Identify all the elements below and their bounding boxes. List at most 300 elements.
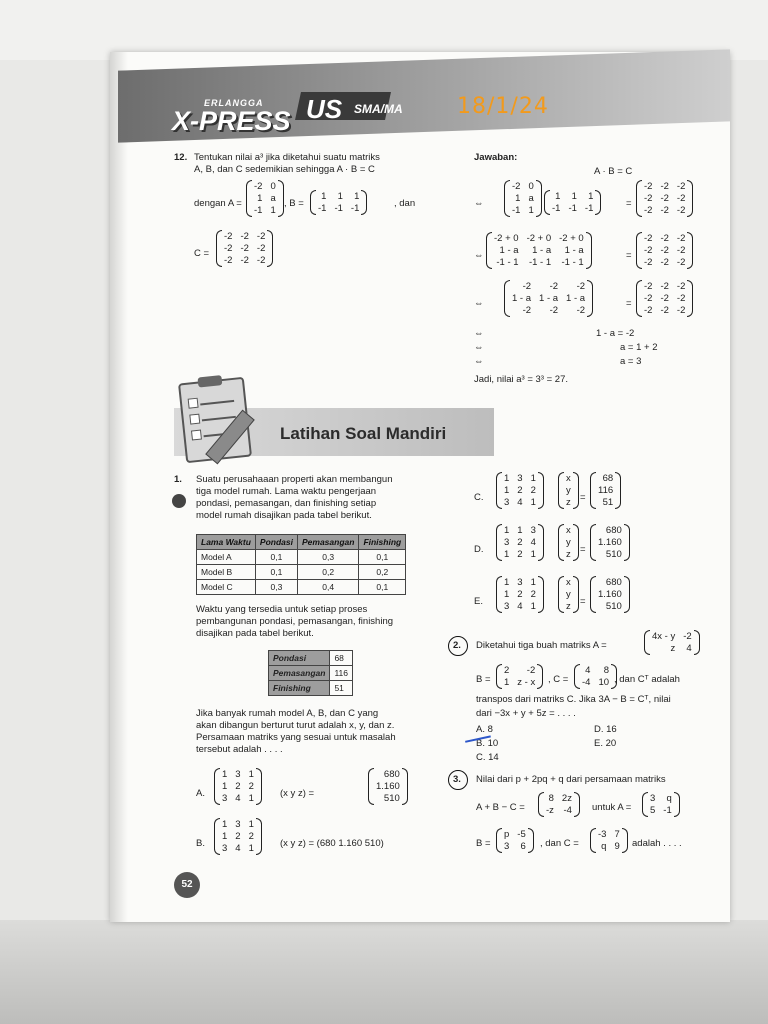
book-page xyxy=(110,52,730,922)
matrix-entry: q xyxy=(666,793,672,804)
matrix-entry: -1 xyxy=(512,205,521,216)
matrix-bracket xyxy=(624,576,630,613)
matrix-entry: y xyxy=(566,589,571,600)
matrix-entry: z xyxy=(670,643,676,654)
q2-number: 2. xyxy=(453,640,461,651)
table-cell: Model C xyxy=(197,580,256,595)
matrix-entry: 2 xyxy=(530,485,536,496)
matrix-entry: -2 xyxy=(660,233,669,244)
q2-option-d[interactable]: D. 16 xyxy=(594,724,617,735)
matrix-bracket xyxy=(622,828,628,853)
table-cell: 0,4 xyxy=(297,580,358,595)
q1-optD-rhs xyxy=(590,524,630,561)
matrix-entry: 1 xyxy=(248,819,254,830)
matrix-entry: 680 xyxy=(605,525,622,536)
matrix-bracket xyxy=(687,232,693,269)
solution-matrix-A xyxy=(504,180,542,217)
matrix-entry: 3 xyxy=(650,793,656,804)
matrix-entry: 2 xyxy=(248,781,254,792)
q1-optD-eq: = xyxy=(580,544,586,555)
q1-optE-eq: = xyxy=(580,596,586,607)
matrix-entry: 4x - y xyxy=(652,631,676,642)
matrix-entry: z - x xyxy=(517,677,536,688)
matrix-entry: -2 xyxy=(644,281,653,292)
handwritten-date: 18/1/24 xyxy=(457,94,549,119)
matrix-entry: 1 xyxy=(504,677,510,688)
matrix-entry: 4 xyxy=(235,793,241,804)
matrix-entry: 1 xyxy=(257,193,263,204)
matrix-entry: 1 xyxy=(337,191,343,202)
matrix-entry: 6 xyxy=(520,841,526,852)
q1-optA-row: (x y z) = xyxy=(280,788,315,799)
matrix-entry: -2 xyxy=(240,231,249,242)
matrix-entry: 10 xyxy=(598,677,610,688)
matrix-entry: 1 xyxy=(222,769,228,780)
q2-line3: transpos dari matriks C. Jika 3A − B = Cᵀ, nilai xyxy=(476,694,671,705)
matrix-entry: -2 xyxy=(676,257,686,268)
q1-line9: akan dibangun berturut turut adalah x, y, dan z. xyxy=(196,720,395,731)
q1-optB-row: (x y z) = (680 1.160 510) xyxy=(280,838,384,849)
matrix-bracket xyxy=(256,818,262,855)
matrix-entry: 3 xyxy=(517,577,523,588)
matrix-entry: 1.160 xyxy=(376,781,400,792)
matrix-bracket xyxy=(615,472,621,509)
matrix-entry: 3 xyxy=(504,601,510,612)
matrix-entry: 1 xyxy=(248,793,254,804)
table-cell: Pemasangan xyxy=(269,666,330,681)
matrix-entry: 1 xyxy=(528,205,534,216)
matrix-entry: 1 - a xyxy=(539,293,559,304)
solution-conclusion: Jadi, nilai a³ = 3³ = 27. xyxy=(474,374,568,385)
matrix-entry: -2 xyxy=(549,281,559,292)
matrix-bracket xyxy=(574,792,580,817)
matrix-bracket xyxy=(687,280,693,317)
matrix-entry: -2 xyxy=(224,231,233,242)
matrix-entry: -2 xyxy=(254,181,263,192)
matrix-entry: 0 xyxy=(528,181,534,192)
matrix-entry: -1 xyxy=(568,203,577,214)
q1-line11: tersebut adalah . . . . xyxy=(196,744,283,755)
matrix-entry: -1 - 1 xyxy=(528,257,552,268)
matrix-entry: p xyxy=(504,829,510,840)
matrix-entry: -2 xyxy=(660,193,669,204)
matrix-entry: -2 + 0 xyxy=(526,233,552,244)
matrix-bracket xyxy=(278,180,284,217)
q1-line8: Jika banyak rumah model A, B, dan C yang xyxy=(196,708,379,719)
matrix-entry: 510 xyxy=(605,549,622,560)
q2-option-e[interactable]: E. 20 xyxy=(594,738,617,749)
matrix-entry: 3 xyxy=(517,473,523,484)
matrix-entry: 2z xyxy=(561,793,572,804)
matrix-entry: 3 xyxy=(222,843,228,854)
matrix-entry: -2 xyxy=(676,281,686,292)
eq-sign-3: = xyxy=(626,298,632,309)
q2-matrix-B xyxy=(496,664,543,689)
matrix-entry: a xyxy=(528,193,534,204)
matrix-entry: -1 xyxy=(350,203,360,214)
table-cell: 51 xyxy=(330,681,353,696)
q3-number: 3. xyxy=(453,774,461,785)
q1-optB-matrix xyxy=(214,818,262,855)
matrix-entry: 9 xyxy=(614,841,620,852)
q3-matrix-result xyxy=(538,792,580,817)
table-row xyxy=(197,550,406,565)
matrix-entry: 1 xyxy=(588,191,594,202)
q2-option-c[interactable]: C. 14 xyxy=(476,752,499,763)
solution-matrix-B xyxy=(544,190,601,215)
matrix-entry: 3 xyxy=(222,793,228,804)
matrix-entry: 116 xyxy=(598,485,614,496)
matrix-entry: 1 xyxy=(504,577,510,588)
solution-rhs-3 xyxy=(636,280,693,317)
matrix-entry: 1 - a xyxy=(566,293,586,304)
matrix-entry: y xyxy=(566,485,571,496)
table-row xyxy=(269,666,353,681)
q3-tail: adalah . . . . xyxy=(632,838,682,849)
q1-optE-matrix xyxy=(496,576,544,613)
q1-optE-label: E. xyxy=(474,596,483,607)
matrix-entry: 510 xyxy=(605,601,622,612)
time-table xyxy=(196,534,406,595)
matrix-entry: 1 - a xyxy=(564,245,584,256)
matrix-entry: -1 xyxy=(334,203,343,214)
brand-publisher: ERLANGGA xyxy=(204,98,264,108)
matrix-entry: 8 xyxy=(548,793,554,804)
matrix-entry: 1 xyxy=(504,549,510,560)
matrix-C xyxy=(216,230,273,267)
matrix-bracket xyxy=(586,232,592,269)
q1-line4: model rumah disajikan pada tabel berikut. xyxy=(196,510,372,521)
solution-line-c: a = 3 xyxy=(620,356,642,367)
matrix-entry: -2 xyxy=(512,181,521,192)
matrix-entry: -2 xyxy=(256,255,266,266)
matrix-entry: -2 xyxy=(526,665,536,676)
matrix-entry: 1 - a xyxy=(512,293,532,304)
matrix-entry: 2 xyxy=(504,665,510,676)
q3-matrix-C xyxy=(590,828,628,853)
matrix-entry: 1 xyxy=(504,473,510,484)
q1-line3: pondasi, pemasangan, dan finishing setiap xyxy=(196,498,377,509)
matrix-entry: -4 xyxy=(582,677,591,688)
table-row xyxy=(269,681,353,696)
table-cell: Model A xyxy=(197,550,256,565)
matrix-entry: -2 xyxy=(576,305,586,316)
matrix-entry: 510 xyxy=(383,793,400,804)
matrix-entry: 680 xyxy=(383,769,400,780)
matrix-entry: -2 xyxy=(522,305,532,316)
table-cell: 68 xyxy=(330,651,353,666)
matrix-entry: 2 xyxy=(235,781,241,792)
matrix-bracket xyxy=(538,524,544,561)
q2-tail1: , dan Cᵀ adalah xyxy=(614,674,680,685)
matrix-entry: 3 xyxy=(504,841,510,852)
matrix-entry: 1 - a xyxy=(532,245,552,256)
q1-optC-matrix xyxy=(496,472,544,509)
eq-sign-1: = xyxy=(626,198,632,209)
table-cell: 0,1 xyxy=(359,550,406,565)
matrix-entry: -2 xyxy=(644,293,653,304)
table-header: Pemasangan xyxy=(297,535,358,550)
matrix-entry: -2 xyxy=(224,243,233,254)
matrix-entry: -2 xyxy=(549,305,559,316)
matrix-entry: -1 xyxy=(663,805,672,816)
matrix-entry: -2 xyxy=(683,631,692,642)
matrix-entry: 1 xyxy=(504,525,510,536)
matrix-entry: z xyxy=(566,601,571,612)
solution-step3 xyxy=(504,280,593,317)
matrix-entry: 1 xyxy=(530,473,536,484)
matrix-entry: 7 xyxy=(614,829,620,840)
example-eqB: , B = xyxy=(284,198,304,209)
q1-number: 1. xyxy=(174,474,182,485)
matrix-bracket xyxy=(538,472,544,509)
pen-mark xyxy=(465,735,493,752)
available-time-table xyxy=(268,650,353,696)
q1-line6: pembangunan pondasi, pemasangan, finishing xyxy=(196,616,394,627)
matrix-entry: -2 xyxy=(676,205,686,216)
q2-option-b[interactable]: B. 10 xyxy=(476,738,499,749)
matrix-entry: -2 xyxy=(256,243,266,254)
matrix-entry: -2 xyxy=(660,205,669,216)
table-cell: Model B xyxy=(197,565,256,580)
section-title: Latihan Soal Mandiri xyxy=(280,424,447,443)
matrix-entry: 680 xyxy=(605,577,622,588)
table-row xyxy=(269,651,353,666)
q1-optC-eq: = xyxy=(580,492,586,503)
arrow-1: ⇔ xyxy=(474,198,484,209)
matrix-entry: 2 xyxy=(517,485,523,496)
matrix-entry: x xyxy=(566,525,571,536)
q1-optB-label: B. xyxy=(196,838,205,849)
matrix-entry: 1 xyxy=(517,525,523,536)
matrix-entry: -z xyxy=(546,805,554,816)
matrix-entry: -2 xyxy=(676,233,686,244)
matrix-A xyxy=(246,180,284,217)
matrix-entry: -2 xyxy=(644,305,653,316)
table-cell: Pondasi xyxy=(269,651,330,666)
table-cell: 0,3 xyxy=(255,580,297,595)
brand-code: US xyxy=(306,94,343,124)
matrix-entry: 1 xyxy=(222,781,228,792)
matrix-entry: -2 xyxy=(256,231,266,242)
matrix-entry: 1 xyxy=(571,191,577,202)
solution-line-b: a = 1 + 2 xyxy=(620,342,658,353)
matrix-entry: -2 xyxy=(660,245,669,256)
matrix-entry: 4 xyxy=(530,537,536,548)
q2-b-label: B = xyxy=(476,674,491,685)
matrix-entry: 1 xyxy=(530,601,536,612)
matrix-bracket xyxy=(674,792,680,817)
matrix-entry: y xyxy=(566,537,571,548)
matrix-entry: 0 xyxy=(270,181,276,192)
example-line1: Tentukan nilai a³ jika diketahui suatu matriks xyxy=(194,152,380,163)
matrix-bracket xyxy=(694,630,700,655)
q1-line7: disajikan pada tabel berikut. xyxy=(196,628,314,639)
matrix-entry: 1 xyxy=(248,843,254,854)
example-dengan: dengan A = xyxy=(194,198,242,209)
matrix-entry: -1 xyxy=(552,203,561,214)
q3-matrix-B xyxy=(496,828,534,853)
matrix-entry: 1 xyxy=(270,205,276,216)
q1-optD-label: D. xyxy=(474,544,484,555)
matrix-entry: 1 xyxy=(530,497,536,508)
matrix-entry: -2 xyxy=(676,181,686,192)
q1-optA-rhs xyxy=(368,768,408,805)
matrix-entry: -2 xyxy=(676,305,686,316)
matrix-entry: -4 xyxy=(563,805,572,816)
matrix-entry: -2 xyxy=(240,255,249,266)
matrix-entry: 1 xyxy=(248,769,254,780)
matrix-entry: 2 xyxy=(517,549,523,560)
q2-c-label: , C = xyxy=(548,674,569,685)
matrix-entry: 3 xyxy=(235,769,241,780)
matrix-entry: -2 xyxy=(576,281,586,292)
q2-matrix-C xyxy=(574,664,617,689)
matrix-entry: -2 xyxy=(644,193,653,204)
table-header: Pondasi xyxy=(255,535,297,550)
q1-optA-label: A. xyxy=(196,788,205,799)
matrix-bracket xyxy=(536,180,542,217)
table-cell: 0,2 xyxy=(297,565,358,580)
matrix-entry: 1.160 xyxy=(598,589,622,600)
matrix-bracket xyxy=(573,576,579,613)
table-cell: 0,1 xyxy=(359,580,406,595)
table-cell: 0,3 xyxy=(297,550,358,565)
matrix-entry: z xyxy=(566,549,571,560)
example-line2: A, B, dan C sedemikian sehingga A · B = C xyxy=(194,164,375,175)
matrix-entry: 8 xyxy=(603,665,610,676)
table-cell: 0,1 xyxy=(255,565,297,580)
matrix-entry: -2 xyxy=(644,205,653,216)
matrix-entry: -2 xyxy=(660,257,669,268)
matrix-entry: 1 xyxy=(321,191,327,202)
matrix-entry: 1 xyxy=(530,577,536,588)
matrix-entry: -2 xyxy=(676,245,686,256)
arrow-4: ⇔ xyxy=(474,328,484,339)
matrix-bracket xyxy=(528,828,534,853)
matrix-bracket xyxy=(361,190,367,215)
matrix-entry: 1 xyxy=(222,831,228,842)
q1-line1: Suatu perusahaaan properti akan membangun xyxy=(196,474,393,485)
arrow-6: ⇔ xyxy=(474,356,484,367)
brand-level: SMA/MA xyxy=(354,102,403,116)
q2-matrix-A xyxy=(644,630,700,655)
q1-optD-vector xyxy=(558,524,579,561)
q1-line5: Waktu yang tersedia untuk setiap proses xyxy=(196,604,368,615)
matrix-bracket xyxy=(538,576,544,613)
q1-optE-vector xyxy=(558,576,579,613)
q1-line2: tiga model rumah. Lama waktu pengerjaan xyxy=(196,486,377,497)
matrix-bracket xyxy=(573,472,579,509)
solution-step2 xyxy=(486,232,592,269)
q1-optA-matrix xyxy=(214,768,262,805)
q3-line1: Nilai dari p + 2pq + q dari persamaan matriks xyxy=(476,774,666,785)
q3-matrix-A xyxy=(642,792,680,817)
matrix-entry: -2 xyxy=(660,293,669,304)
table-cell: Finishing xyxy=(269,681,330,696)
matrix-entry: 1 xyxy=(222,819,228,830)
q3-c-label: , dan C = xyxy=(540,838,579,849)
matrix-entry: -2 xyxy=(240,243,249,254)
matrix-entry: 2 xyxy=(517,537,523,548)
matrix-entry: 1 xyxy=(530,549,536,560)
matrix-B xyxy=(310,190,367,215)
table-row xyxy=(197,565,406,580)
solution-line-a: 1 - a = -2 xyxy=(596,328,635,339)
example-c-label: C = xyxy=(194,248,210,259)
matrix-entry: 1 xyxy=(515,193,521,204)
q3-b-label: B = xyxy=(476,838,491,849)
matrix-entry: 1.160 xyxy=(598,537,622,548)
matrix-entry: -2 xyxy=(676,193,686,204)
matrix-entry: 1 - a xyxy=(499,245,519,256)
solution-rhs-1 xyxy=(636,180,693,217)
matrix-entry: 1 xyxy=(555,191,561,202)
q2-line4: dari −3x + y + 5z = . . . . xyxy=(476,708,576,719)
matrix-entry: -2 xyxy=(644,257,653,268)
matrix-entry: -1 - 1 xyxy=(496,257,519,268)
arrow-5: ⇔ xyxy=(474,342,484,353)
matrix-entry: -2 xyxy=(660,181,669,192)
q2-line1: Diketahui tiga buah matriks A = xyxy=(476,640,607,651)
matrix-entry: -2 xyxy=(224,255,233,266)
brand-logo: X-PRESS xyxy=(172,106,291,136)
matrix-entry: -2 xyxy=(676,293,686,304)
matrix-entry: q xyxy=(601,841,607,852)
matrix-entry: -1 xyxy=(584,203,594,214)
q3-line2b: untuk A = xyxy=(592,802,632,813)
matrix-entry: -2 xyxy=(644,181,653,192)
matrix-entry: x xyxy=(566,473,571,484)
matrix-entry: 1 xyxy=(504,589,510,600)
matrix-entry: 2 xyxy=(517,589,523,600)
matrix-entry: -1 xyxy=(254,205,263,216)
matrix-entry: 5 xyxy=(650,805,656,816)
table-header: Finishing xyxy=(359,535,406,550)
matrix-entry: 1 xyxy=(504,485,510,496)
q2-option-a[interactable]: A. 8 xyxy=(476,724,493,735)
table-cell: 0,2 xyxy=(359,565,406,580)
table-header: Lama Waktu xyxy=(197,535,256,550)
matrix-entry: 2 xyxy=(530,589,536,600)
matrix-entry: 3 xyxy=(504,537,510,548)
matrix-bracket xyxy=(687,180,693,217)
matrix-entry: 51 xyxy=(602,497,614,508)
matrix-entry: 68 xyxy=(602,473,614,484)
matrix-entry: 4 xyxy=(585,665,591,676)
matrix-entry: 3 xyxy=(235,819,241,830)
q3-line2a: A + B − C = xyxy=(476,802,525,813)
arrow-3: ⇔ xyxy=(474,298,484,309)
q1-line10: Persamaan matriks yang sesuai untuk masalah xyxy=(196,732,396,743)
matrix-entry: z xyxy=(566,497,571,508)
matrix-entry: 3 xyxy=(530,525,536,536)
matrix-entry: -3 xyxy=(598,829,607,840)
matrix-entry: -2 xyxy=(644,233,653,244)
matrix-entry: -2 xyxy=(644,245,653,256)
matrix-entry: 4 xyxy=(686,643,692,654)
matrix-entry: 4 xyxy=(517,497,523,508)
matrix-bracket xyxy=(402,768,408,805)
q1-optC-label: C. xyxy=(474,492,484,503)
matrix-entry: 4 xyxy=(517,601,523,612)
example-number: 12. xyxy=(174,152,188,163)
matrix-entry: -2 xyxy=(660,305,669,316)
page-spine-shadow xyxy=(110,52,128,922)
matrix-entry: -1 xyxy=(318,203,327,214)
matrix-bracket xyxy=(624,524,630,561)
page-number: 52 xyxy=(174,872,200,898)
